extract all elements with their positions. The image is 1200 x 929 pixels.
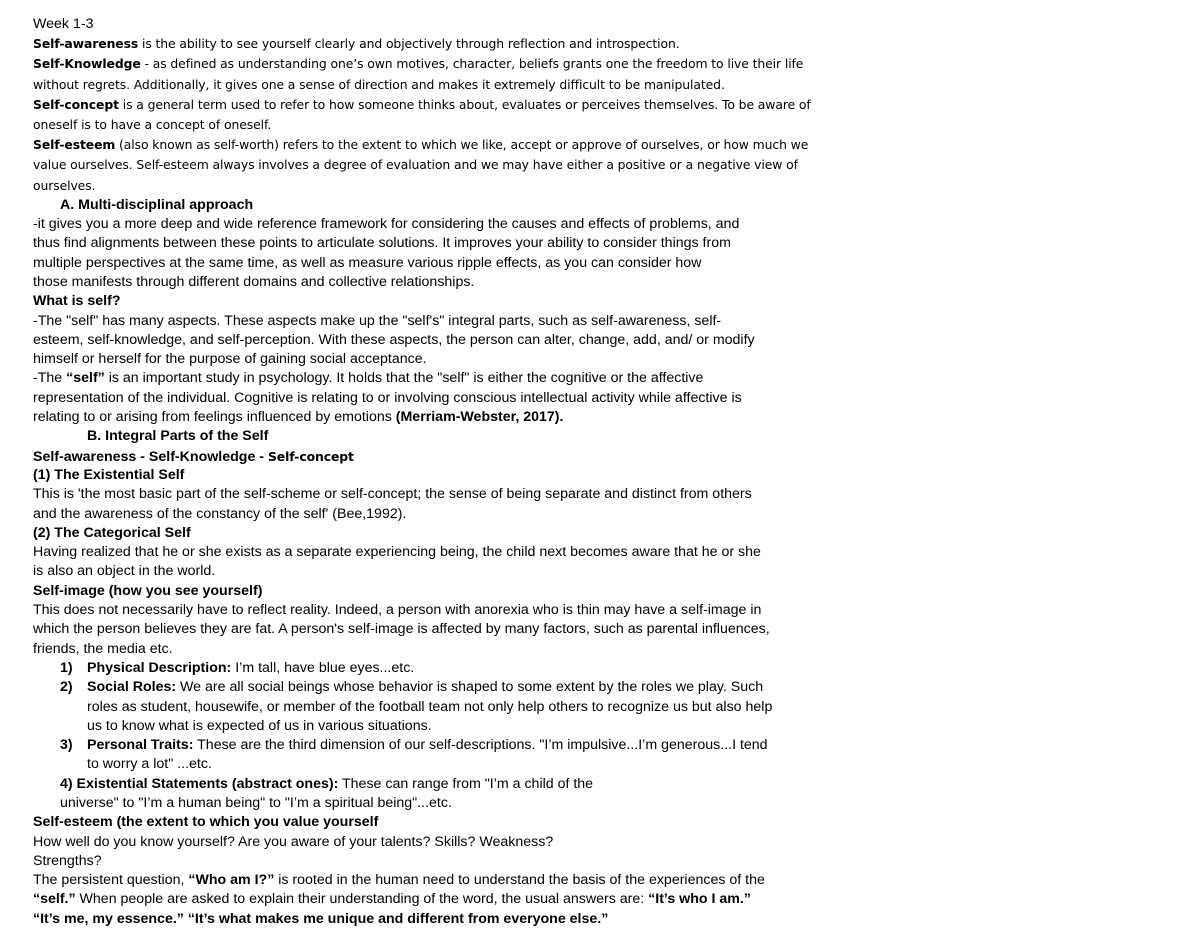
term: Self-awareness — [33, 36, 139, 52]
self-emphasis: “self” — [66, 370, 105, 387]
self-esteem-para — [33, 890, 913, 909]
categorical-line: is also an object in the world. — [33, 563, 216, 580]
list-item-cont: us to know what is expected of us in various situations. — [87, 717, 432, 734]
self-esteem-question: Strengths? — [33, 852, 102, 869]
list-item — [33, 659, 913, 678]
def-self-knowledge-cont: without regrets. Additionally, it gives one a sense of direction and makes it extremely difficult to be manipulated. — [33, 76, 725, 92]
self-image-line: which the person believes they are fat. A person's self-image is affected by many factors, such as parental influences, — [33, 621, 770, 638]
existential-line: This is 'the most basic part of the self-scheme or self-concept; the sense of being separate and distinct from others — [33, 486, 752, 503]
categorical-line: Having realized that he or she exists as a separate experiencing being, the child next becomes aware that he or she — [33, 544, 761, 561]
document-page — [33, 15, 913, 929]
what-is-self-p2 — [33, 369, 913, 388]
week-label: Week 1-3 — [33, 16, 94, 32]
self-image-line: This does not necessarily have to reflect reality. Indeed, a person with anorexia who is thin may have a self-image in — [33, 602, 762, 619]
text: is a general term used to refer to how someone thinks about, evaluates or perceives themselves. To be aware of — [118, 96, 811, 112]
list-number: 2) — [60, 679, 73, 696]
what-is-self-heading: What is self? — [33, 293, 121, 310]
def-self-esteem-cont2: ourselves. — [33, 177, 96, 193]
who-am-i: “Who am I?” — [188, 872, 275, 889]
list-label: Social Roles: — [87, 679, 177, 696]
self-image-heading: Self-image (how you see yourself) — [33, 582, 263, 599]
self-esteem-para — [33, 871, 913, 890]
list-text: We are all social beings whose behavior is shaped to some extent by the roles we play. Such — [176, 679, 764, 696]
what-is-self-line: -The "self" has many aspects. These aspects make up the "self's" integral parts, such as self-awareness, self- — [33, 312, 722, 329]
def-self-esteem — [33, 135, 913, 155]
term: Self-esteem — [33, 137, 116, 153]
list-item-4 — [33, 775, 913, 794]
list-text: These can range from "I’m a child of the — [338, 775, 594, 792]
text: is rooted in the human need to understand the basis of the experiences of the — [274, 872, 765, 889]
what-is-self-line: himself or herself for the purpose of gaining social acceptance. — [33, 351, 427, 368]
self-esteem-question: How well do you know yourself? Are you aware of your talents? Skills? Weakness? — [33, 833, 554, 850]
text: -The — [33, 370, 67, 387]
text: (also known as self-worth) refers to the extent to which we like, accept or approve of ourselves, or how much we — [115, 137, 809, 153]
list-number: 1) — [60, 659, 73, 676]
list-text: These are the third dimension of our self-descriptions. "I’m impulsive...I’m generous...I tend — [193, 737, 768, 754]
term: Self-Knowledge — [33, 56, 141, 72]
self-esteem-heading: Self-esteem (the extent to which you value yourself — [33, 814, 379, 831]
text: is the ability to see yourself clearly and objectively through reflection and introspection. — [138, 36, 680, 52]
citation: (Merriam-Webster, 2017). — [395, 409, 564, 426]
list-label: Personal Traits: — [87, 737, 194, 754]
what-is-self-line: esteem, self-knowledge, and self-perception. With these aspects, the person can alter, change, add, and/ or modify — [33, 331, 755, 348]
text: Self-awareness - Self-Knowledge - — [33, 448, 268, 465]
list-item-cont: to worry a lot" ...etc. — [87, 756, 212, 773]
section-a-line: -it gives you a more deep and wide reference framework for considering the causes and effects of problems, and — [33, 216, 740, 233]
term: Self-concept — [33, 96, 119, 112]
section-a-heading: A. Multi-disciplinal approach — [60, 196, 254, 213]
self-esteem-para: “It’s me, my essence.” “It’s what makes me unique and different from everyone else.” — [33, 910, 609, 927]
def-self-knowledge — [33, 54, 913, 74]
text: When people are asked to explain their understanding of the word, the usual answers are: — [75, 891, 649, 908]
def-self-awareness — [33, 34, 913, 54]
what-is-self-line: representation of the individual. Cognitive is relating to or involving conscious intellectual activity while affective is — [33, 389, 742, 406]
list-text: I’m tall, have blue eyes...etc. — [231, 659, 415, 676]
text: - as defined as understanding one’s own motives, character, beliefs grants one the freedom to live their life — [140, 56, 804, 72]
text-bold: “self.” — [33, 891, 76, 908]
list-label: 4) Existential Statements (abstract ones): — [60, 775, 339, 792]
section-b-subheading — [33, 447, 913, 466]
list-item-cont: universe" to "I’m a human being" to "I’m a spiritual being"...etc. — [60, 795, 452, 811]
existential-line: and the awareness of the constancy of the self' (Bee,1992). — [33, 505, 407, 522]
what-is-self-line — [33, 408, 913, 427]
section-a-line: those manifests through different domains and collective relationships. — [33, 273, 475, 290]
text: is an important study in psychology. It holds that the "self" is either the cognitive or the affective — [104, 370, 704, 387]
categorical-heading: (2) The Categorical Self — [33, 524, 191, 541]
def-self-concept-cont: oneself is to have a concept of oneself. — [33, 117, 272, 133]
list-label: Physical Description: — [87, 659, 232, 676]
existential-heading: (1) The Existential Self — [33, 466, 185, 483]
section-a-line: thus find alignments between these points to articulate solutions. It improves your ability to consider things from — [33, 235, 731, 252]
section-a-line: multiple perspectives at the same time, as well as measure various ripple effects, as you can consider how — [33, 254, 702, 271]
text-small: Self-concept — [267, 448, 354, 464]
def-self-concept — [33, 95, 913, 115]
list-item — [33, 736, 913, 755]
def-self-esteem-cont: value ourselves. Self-esteem always involves a degree of evaluation and we may have either a positive or a negative view of — [33, 157, 798, 173]
self-image-line: friends, the media etc. — [33, 640, 173, 657]
text: relating to or arising from feelings influenced by emotions — [33, 409, 396, 426]
text: The persistent question, — [33, 872, 189, 889]
list-number: 3) — [60, 737, 73, 754]
list-item-cont: roles as student, housewife, or member of the football team not only help others to recognize us but also help — [87, 698, 773, 715]
section-b-heading: B. Integral Parts of the Self — [87, 428, 269, 445]
list-item — [33, 678, 913, 697]
text-bold: “It’s who I am.” — [648, 891, 751, 908]
